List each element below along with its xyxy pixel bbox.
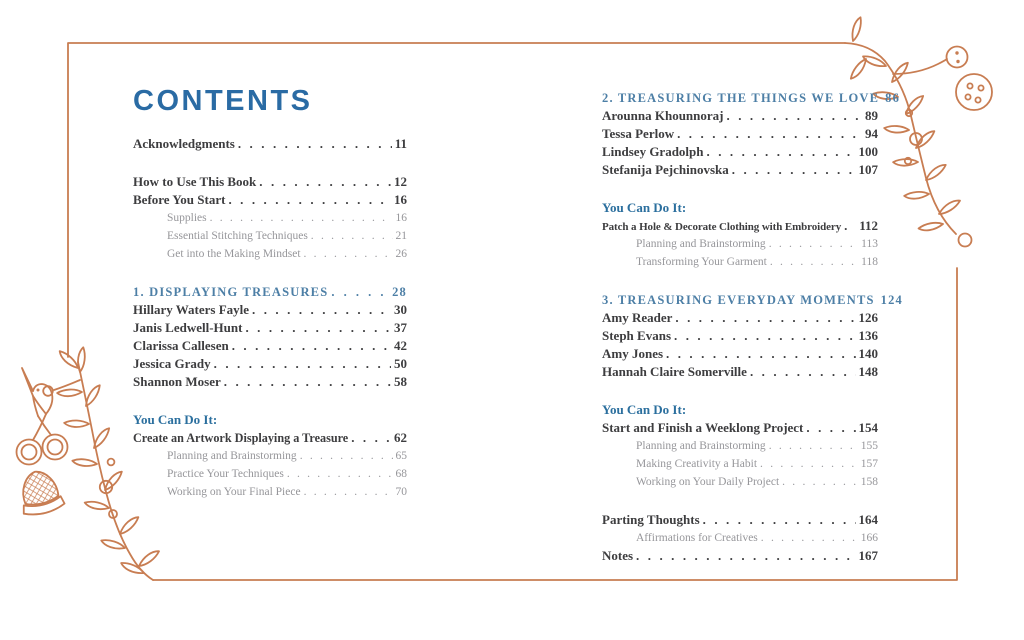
stork-scissors-icon — [17, 368, 68, 465]
toc-group — [133, 283, 407, 391]
dot-leader — [761, 529, 858, 547]
toc-section-heading — [602, 89, 901, 107]
toc-entry — [602, 107, 878, 125]
dot-leader — [259, 173, 391, 191]
toc-entry — [133, 319, 407, 337]
toc-page-number: 16 — [394, 192, 407, 207]
toc-page-number: 157 — [860, 458, 878, 470]
toc-sub-entry — [602, 235, 878, 253]
toc-page-number: 89 — [865, 108, 878, 123]
toc-group — [602, 89, 901, 179]
toc-label: Amy Reader — [602, 310, 673, 325]
toc-entry — [602, 125, 878, 143]
toc-label: Steph Evans — [602, 328, 671, 343]
dot-leader — [844, 217, 856, 235]
toc-page-number: 58 — [394, 374, 407, 389]
toc-sub-entry — [133, 227, 407, 245]
toc-page-number: 68 — [395, 468, 407, 480]
toc-section-heading — [133, 283, 407, 301]
toc-label: Working on Your Daily Project — [636, 476, 780, 488]
toc-sub-entry — [133, 245, 407, 263]
you-can-do-it-label — [133, 411, 407, 429]
toc-entry — [602, 161, 878, 179]
toc-right-entries — [602, 89, 903, 565]
dot-leader — [304, 483, 393, 501]
toc-entry — [133, 191, 407, 209]
toc-page-number: 113 — [861, 238, 878, 250]
toc-page-number: 28 — [392, 285, 407, 299]
toc-label: Practice Your Techniques — [167, 468, 284, 480]
toc-label: Tessa Perlow — [602, 126, 675, 141]
toc-entry — [602, 419, 878, 437]
toc-label: Patch a Hole & Decorate Clothing with Embroidery — [602, 221, 842, 233]
toc-label: 1. DISPLAYING TREASURES — [133, 285, 329, 299]
toc-right-column — [602, 89, 903, 565]
two-hole-button-icon — [947, 47, 968, 68]
toc-page-number: 154 — [858, 420, 878, 435]
toc-entry — [133, 173, 407, 191]
page-title: CONTENTS — [133, 85, 313, 117]
toc-page-number: 70 — [395, 486, 407, 498]
dot-leader — [210, 209, 393, 227]
toc-group — [133, 411, 407, 501]
toc-label: Arounna Khounnoraj — [602, 108, 724, 123]
toc-label: Lindsey Gradolph — [602, 144, 704, 159]
dot-leader — [727, 107, 863, 125]
toc-entry — [602, 143, 878, 161]
toc-page-number: 86 — [885, 91, 901, 105]
dot-leader — [769, 235, 858, 253]
toc-entry — [602, 309, 878, 327]
toc-page-number: 140 — [858, 346, 878, 361]
toc-label: You Can Do It: — [133, 412, 218, 427]
toc-page-number: 158 — [860, 476, 878, 488]
toc-entry — [602, 345, 878, 363]
toc-sub-entry — [602, 529, 878, 547]
toc-page-number: 155 — [860, 440, 878, 452]
toc-entry — [602, 217, 878, 235]
toc-entry — [133, 355, 407, 373]
toc-label: Stefanija Pejchinovska — [602, 162, 729, 177]
toc-left-column — [133, 84, 407, 501]
dot-leader — [782, 473, 858, 491]
toc-entry — [133, 429, 407, 447]
toc-label: Planning and Brainstorming — [636, 238, 766, 250]
dot-leader — [677, 125, 862, 143]
dot-leader — [245, 319, 391, 337]
toc-page-number: 164 — [858, 512, 878, 527]
toc-label: You Can Do It: — [602, 402, 687, 417]
toc-page-number: 12 — [394, 174, 407, 189]
toc-label: Jessica Grady — [133, 356, 211, 371]
toc-left-entries — [133, 135, 407, 501]
dot-leader — [760, 455, 858, 473]
toc-entry — [133, 337, 407, 355]
toc-label: Create an Artwork Displaying a Treasure — [133, 431, 349, 445]
toc-sub-entry — [602, 473, 878, 491]
dot-leader — [232, 337, 391, 355]
toc-page-number: 100 — [858, 144, 878, 159]
dot-leader — [703, 511, 856, 529]
dot-leader — [331, 283, 389, 301]
toc-label: You Can Do It: — [602, 200, 687, 215]
dot-leader — [252, 301, 391, 319]
toc-label: Hillary Waters Fayle — [133, 302, 250, 317]
toc-label: Before You Start — [133, 192, 226, 207]
toc-entry — [602, 363, 878, 381]
dot-leader — [214, 355, 391, 373]
toc-page-number: 37 — [394, 320, 407, 335]
toc-page-number: 30 — [394, 302, 407, 317]
toc-section-heading — [602, 291, 903, 309]
toc-label: Essential Stitching Techniques — [167, 230, 308, 242]
toc-label: Notes — [602, 548, 634, 563]
dot-leader — [304, 245, 393, 263]
dot-leader — [351, 429, 391, 447]
dot-leader — [636, 547, 855, 565]
toc-page-number: 26 — [395, 248, 407, 260]
toc-page-number: 21 — [395, 230, 407, 242]
dot-leader — [750, 363, 856, 381]
toc-label: Affirmations for Creatives — [636, 532, 758, 544]
toc-sub-entry — [602, 437, 878, 455]
toc-label: Transforming Your Garment — [636, 256, 767, 268]
toc-page-number: 148 — [858, 364, 878, 379]
toc-label: Amy Jones — [602, 346, 664, 361]
toc-page-number: 94 — [865, 126, 878, 141]
toc-label: Making Creativity a Habit — [636, 458, 758, 470]
thimble-icon — [15, 467, 66, 518]
toc-label: Parting Thoughts — [602, 512, 700, 527]
toc-sub-entry — [133, 465, 407, 483]
dot-leader — [228, 191, 391, 209]
toc-page-number: 62 — [394, 430, 407, 445]
dot-leader — [675, 309, 855, 327]
berry-dots-icon — [100, 459, 117, 518]
dot-leader — [287, 465, 393, 483]
toc-page-number: 50 — [394, 356, 407, 371]
berry-dot — [43, 386, 53, 396]
dot-leader — [707, 143, 856, 161]
toc-group — [602, 291, 903, 381]
you-can-do-it-label — [602, 199, 878, 217]
toc-page-number: 166 — [860, 532, 878, 544]
toc-label: Planning and Brainstorming — [636, 440, 766, 452]
toc-page-number: 11 — [394, 136, 407, 151]
toc-label: Supplies — [167, 212, 207, 224]
toc-entry — [602, 327, 878, 345]
toc-page-number: 126 — [858, 310, 878, 325]
toc-label: How to Use This Book — [133, 174, 257, 189]
toc-group — [602, 199, 878, 271]
toc-page-number: 107 — [858, 162, 878, 177]
toc-group — [602, 511, 878, 565]
dot-leader — [769, 437, 858, 455]
toc-group — [133, 173, 407, 263]
dot-leader — [666, 345, 855, 363]
toc-page-number: 167 — [858, 548, 878, 563]
toc-label: Get into the Making Mindset — [167, 248, 301, 260]
toc-sub-entry — [133, 447, 407, 465]
toc-entry — [133, 301, 407, 319]
dot-leader — [732, 161, 856, 179]
toc-entry — [602, 547, 878, 565]
berry-dots-icon — [905, 110, 972, 247]
toc-sub-entry — [602, 253, 878, 271]
toc-sub-entry — [133, 483, 407, 501]
toc-page-number: 16 — [395, 212, 407, 224]
toc-label: Planning and Brainstorming — [167, 450, 297, 462]
toc-entry — [602, 511, 878, 529]
toc-group — [133, 135, 407, 153]
toc-label: 2. TREASURING THE THINGS WE LOVE — [602, 91, 880, 105]
dot-leader — [674, 327, 856, 345]
toc-label: Shannon Moser — [133, 374, 221, 389]
dot-leader — [300, 447, 393, 465]
dot-leader — [224, 373, 391, 391]
toc-page-number: 124 — [880, 293, 903, 307]
you-can-do-it-label — [602, 401, 878, 419]
toc-label: 3. TREASURING EVERYDAY MOMENTS — [602, 293, 875, 307]
toc-page-number: 118 — [861, 256, 878, 268]
toc-group — [602, 401, 878, 491]
four-hole-button-icon — [956, 74, 992, 110]
toc-label: Acknowledgments — [133, 136, 235, 151]
toc-page-number: 112 — [859, 218, 878, 233]
dot-leader — [311, 227, 393, 245]
dot-leader — [770, 253, 858, 271]
toc-entry — [133, 373, 407, 391]
toc-page-number: 42 — [394, 338, 407, 353]
toc-page-number: 65 — [395, 450, 407, 462]
toc-label: Working on Your Final Piece — [167, 486, 301, 498]
toc-sub-entry — [602, 455, 878, 473]
dot-leader — [238, 135, 392, 153]
toc-label: Janis Ledwell-Hunt — [133, 320, 243, 335]
toc-label: Clarissa Callesen — [133, 338, 229, 353]
toc-entry — [133, 135, 407, 153]
toc-label: Start and Finish a Weeklong Project — [602, 420, 804, 435]
toc-page-number: 136 — [858, 328, 878, 343]
toc-sub-entry — [133, 209, 407, 227]
dot-leader — [806, 419, 855, 437]
toc-label: Hannah Claire Somerville — [602, 364, 747, 379]
